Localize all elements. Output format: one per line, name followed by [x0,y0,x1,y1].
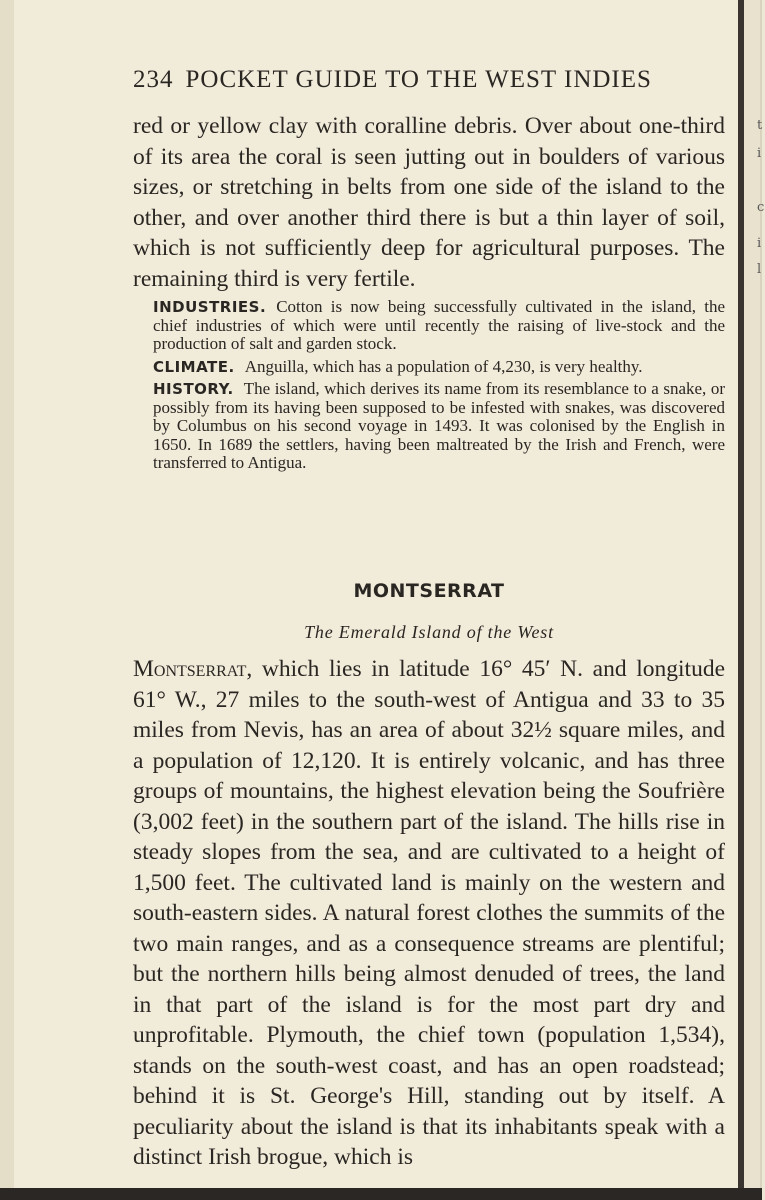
industries-text: Cotton is now being successfully cultivated in the island, the chief industries of which were until recently the raising of live-stock and the production of salt and garden stock. [153,297,725,353]
montserrat-text: which lies in latitude 16° 45′ N. and longitude 61° W., 27 miles to the south-west of Antigua and 33 to 35 miles from Nevis, has an area of about 32½ square miles, and a population of 12,120. It is entirely volcanic, and has three groups of mountains, the highest elevation being the Soufrière (3,002 feet) in the southern part of the island. The hills rise in steady slopes from the sea, and are cultivated to a height of 1,500 feet. The cultivated land is mainly on the western and south-eastern sides. A natural forest clothes the summits of the two main ranges, and as a consequence streams are plentiful; but the northern hills being almost denuded of trees, the land in that part of the island is for the most part dry and unprofitable. Plymouth, the chief town (population 1,534), stands on the south-west coast, and has an open roadstead; behind it is St. George's Hill, standing out by itself. A peculiarity about the island is that its inhabitants speak with a distinct Irish brogue, which is [133,656,726,1170]
running-title: POCKET GUIDE TO THE WEST INDIES [185,66,652,93]
running-header [133,66,723,94]
climate-text: Anguilla, which has a population of 4,230, is very healthy. [244,356,643,376]
industries-section [133,298,725,354]
montserrat-paragraph [133,654,725,1173]
montserrat-title: MONTSERRAT [353,580,505,602]
anguilla-sections [133,298,725,477]
facing-page-edge-text: i [757,146,762,161]
facing-page-edge-text: l [757,262,762,277]
facing-page-edge-text: c [757,200,765,215]
climate-heading: CLIMATE. [153,357,235,376]
facing-page-edge-text: i [757,236,762,251]
page-number: 234 [133,66,174,93]
climate-section [133,358,725,377]
lead-word: Montserrat, [133,656,253,682]
facing-page-edge-text: t [757,118,763,133]
history-heading: HISTORY. [153,380,234,398]
history-text: The island, which derives its name from its resemblance to a snake, or possibly from its having been supposed to be infested with snakes, was discovered by Columbus on his second voyage in 1493. It was colonised by the English in 1650. In 1689 the settlers, having been maltreated by the Irish and French, were transferred to Antigua. [153,379,725,472]
book-gutter [738,0,762,1200]
page-bottom-edge [0,1188,762,1200]
montserrat-subtitle: The Emerald Island of the West [304,622,554,642]
history-section [133,380,725,473]
intro-paragraph: red or yellow clay with coralline debris. Over about one-third of its area the coral is seen jutting out in boulders of various sizes, or stretching in belts from one side of the island to the other, and over another third there is but a thin layer of soil, which is not sufficiently deep for agricultural purposes. The remaining third is very fertile. [133,113,725,292]
industries-heading: INDUSTRIES. [153,298,267,316]
